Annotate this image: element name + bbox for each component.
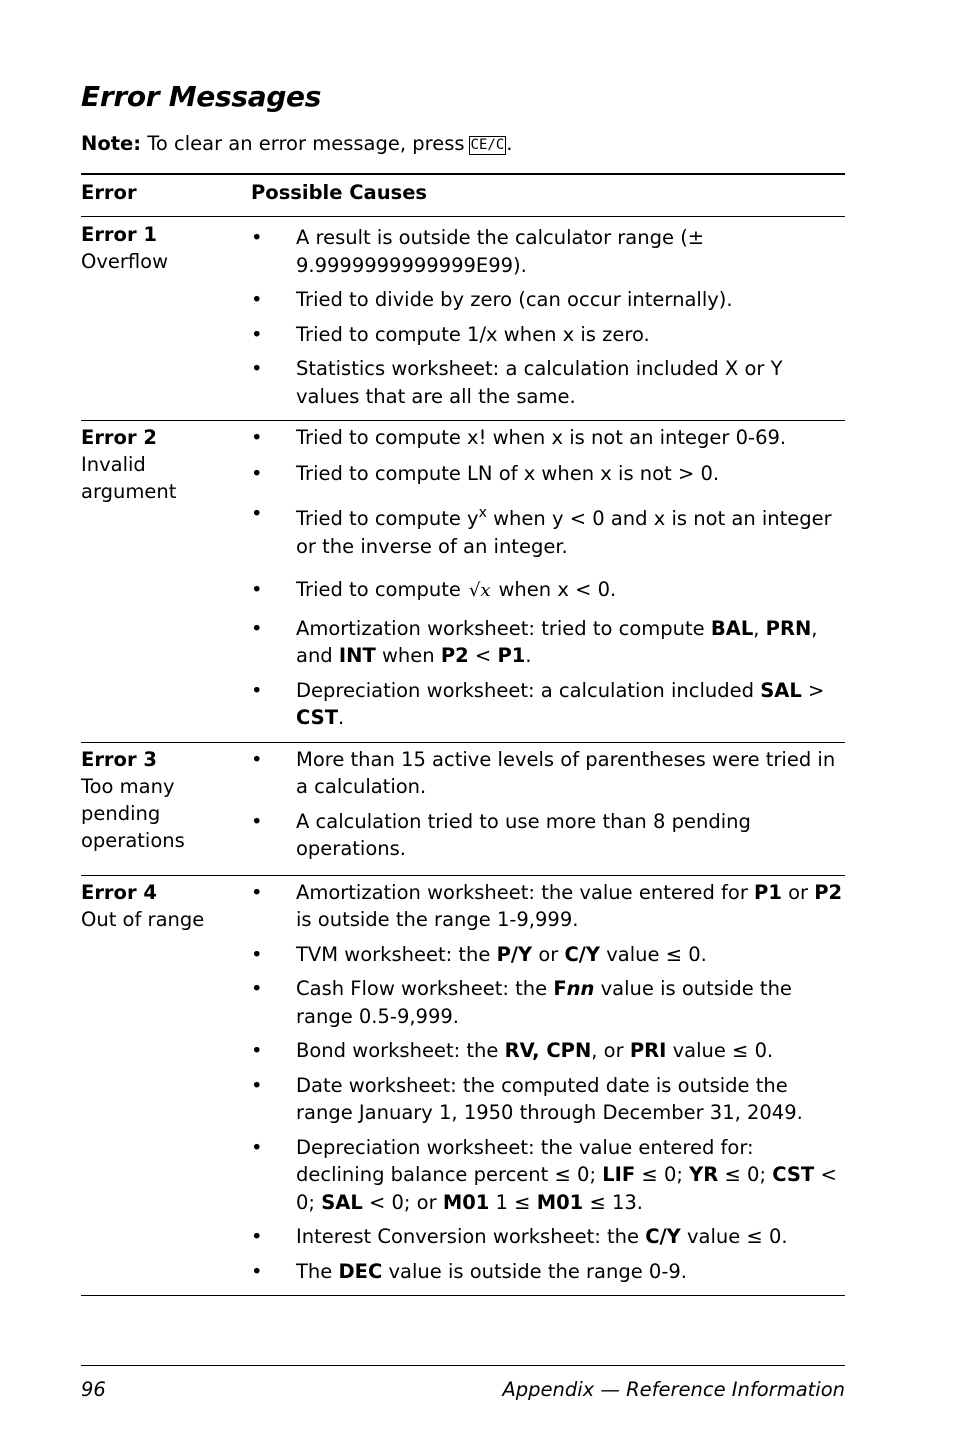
cause-text: TVM worksheet: the [296,942,497,966]
page-number: 96 [81,1378,106,1401]
error-desc: Out of range [81,907,205,931]
error-desc: Overflow [81,250,169,273]
list-item [251,677,845,732]
causes-list [251,879,845,1286]
table-row-error-1 [81,217,845,420]
bullet-icon: • [251,1225,263,1248]
note-end: . [506,132,513,155]
list-item [251,286,845,314]
cause-text: A result is outside the calculator range (± 9.9999999999999E99). [296,226,705,277]
key-label: M01 [442,1190,490,1214]
bullet-icon: • [251,880,263,904]
error-code: Error 4 [81,880,157,904]
bullet-icon: • [251,461,263,485]
list-item [251,1258,845,1286]
cause-text: Tried to divide by zero (can occur internally). [296,288,733,311]
bullet-icon: • [251,502,263,525]
cause-text: or [532,942,565,966]
table-row-error-3 [81,743,845,875]
cause-text: value ≤ 0. [666,1039,774,1062]
bullet-icon: • [251,616,263,640]
cause-text: Amortization worksheet: the value entered for [296,880,755,904]
list-item [251,1072,845,1127]
bullet-icon: • [251,1135,263,1159]
section-title: Appendix — Reference Information [502,1378,845,1401]
causes-list [251,424,845,732]
note-text: To clear an error message, press [141,132,465,155]
list-item [251,1223,845,1251]
key-label: DEC [338,1259,383,1283]
bullet-icon: • [251,747,263,771]
list-item [251,321,845,349]
list-item [251,500,845,560]
error-code: Error 1 [81,223,157,246]
list-item [251,975,845,1030]
causes-list [251,746,845,863]
cause-text: > [801,678,825,702]
cause-text: 1 ≤ [489,1190,537,1214]
cause-text: Statistics worksheet: a calculation included X or Y values that are all the same. [296,357,783,408]
bullet-icon: • [251,288,263,311]
table-row-error-2 [81,421,845,742]
cause-text: , [753,616,766,640]
page-title: Error Messages [81,80,322,113]
cause-text: Amortization worksheet: tried to compute [296,616,711,640]
bullet-icon: • [251,426,263,449]
key-label: P2 [440,644,469,667]
bullet-icon: • [251,1073,263,1097]
cause-text: , and [296,616,818,667]
cause-text: value is outside the range 0.5-9,999. [296,977,792,1028]
error-cell [81,879,241,933]
key-label: PRI [629,1039,667,1062]
list-item [251,746,845,801]
cause-text: value ≤ 0. [600,942,707,966]
cause-text: when y < 0 and x is not an integer or the inverse of an integer. [296,507,832,558]
key-label: PRN [765,616,812,640]
key-label: P1 [497,644,526,667]
cause-text: The [296,1259,339,1283]
cause-text: , or [591,1039,630,1062]
key-label: INT [338,644,376,667]
cause-text: when [375,644,441,667]
ce-c-key-icon: CE/C [470,137,505,153]
cause-text: value ≤ 0. [680,1225,788,1248]
list-item [251,355,845,410]
error-cell [81,424,241,505]
bullet-icon: • [251,1039,263,1062]
bullet-icon: • [251,578,263,601]
key-label: CST [296,706,339,729]
key-label: F [553,977,567,1000]
key-label: BAL [710,616,754,640]
cause-text: More than 15 active levels of parentheses were tried in a calculation. [296,747,836,798]
causes-list [251,224,845,410]
bullet-icon: • [251,942,263,966]
key-label: P/Y [496,942,533,966]
key-label: C/Y [645,1225,681,1248]
note-label: Note: [81,132,142,155]
note [81,131,512,157]
key-label: P2 [814,880,843,904]
list-item [251,808,845,863]
key-label: RV, CPN [504,1039,592,1062]
exponent: x [478,505,487,521]
header-causes: Possible Causes [251,181,428,204]
bullet-icon: • [251,809,263,833]
list-item [251,576,845,605]
error-code: Error 3 [81,747,157,771]
cause-text: Bond worksheet: the [296,1039,505,1062]
table-row-error-4 [81,876,845,1296]
bullet-icon: • [251,322,263,346]
header-error: Error [81,181,137,204]
key-label: M01 [536,1190,584,1214]
cause-text: Depreciation worksheet: the value entered for: declining balance percent ≤ 0; [296,1135,754,1186]
bullet-icon: • [251,977,263,1000]
error-desc: Too many pending operations [81,774,185,852]
cause-text: < 0; or [362,1190,443,1214]
list-item [251,224,845,279]
bullet-icon: • [251,226,263,249]
error-table [81,173,845,1296]
list-item [251,460,845,488]
list-item [251,424,845,452]
list-item [251,1037,845,1065]
cause-text: . [525,644,532,667]
cause-text: Cash Flow worksheet: the [296,977,554,1000]
cause-text: ≤ 13. [583,1190,643,1214]
key-label: SAL [321,1190,363,1214]
cause-text: Tried to compute 1/x when x is zero. [296,322,650,346]
cause-text: < [468,644,498,667]
cause-text: Tried to compute x! when x is not an integer 0-69. [296,426,787,449]
cause-text: < 0; [296,1163,837,1214]
bullet-icon: • [251,678,263,702]
cause-text: is outside the range 1-9,999. [296,908,579,931]
cause-text: Tried to compute y [296,507,479,530]
list-item [251,879,845,934]
cause-text: Date worksheet: the computed date is outside the range January 1, 1950 through December 31, 2049. [296,1073,803,1124]
key-label: YR [689,1163,719,1186]
cause-text: Interest Conversion worksheet: the [296,1225,646,1248]
key-label: LIF [602,1163,636,1186]
cause-text: Depreciation worksheet: a calculation included [296,678,761,702]
key-label: CST [772,1163,815,1186]
list-item [251,615,845,670]
list-item [251,941,845,969]
table-header [81,175,845,216]
table-bottom-rule [81,1295,845,1296]
error-cell [81,746,241,854]
cause-text: . [338,706,345,729]
cause-text: or [781,880,815,904]
error-code: Error 2 [81,426,157,449]
cause-text: A calculation tried to use more than 8 pending operations. [296,809,751,860]
error-cell [81,221,241,275]
list-item [251,1134,845,1217]
key-label-italic: nn [566,977,595,1000]
cause-text: ≤ 0; [635,1163,690,1186]
sqrt-x-icon: √x [468,580,491,601]
bullet-icon: • [251,357,263,380]
footer-rule [81,1365,845,1366]
error-desc: Invalid argument [81,453,177,503]
cause-text: Tried to compute LN of x when x is not > 0. [296,461,720,485]
cause-text: value is outside the range 0-9. [382,1259,687,1283]
cause-text: ≤ 0; [718,1163,773,1186]
key-label: SAL [760,678,802,702]
bullet-icon: • [251,1259,263,1283]
cause-text: Tried to compute [296,578,461,601]
key-label: P1 [754,880,782,904]
key-label: C/Y [564,942,601,966]
cause-text: when x < 0. [498,578,617,601]
